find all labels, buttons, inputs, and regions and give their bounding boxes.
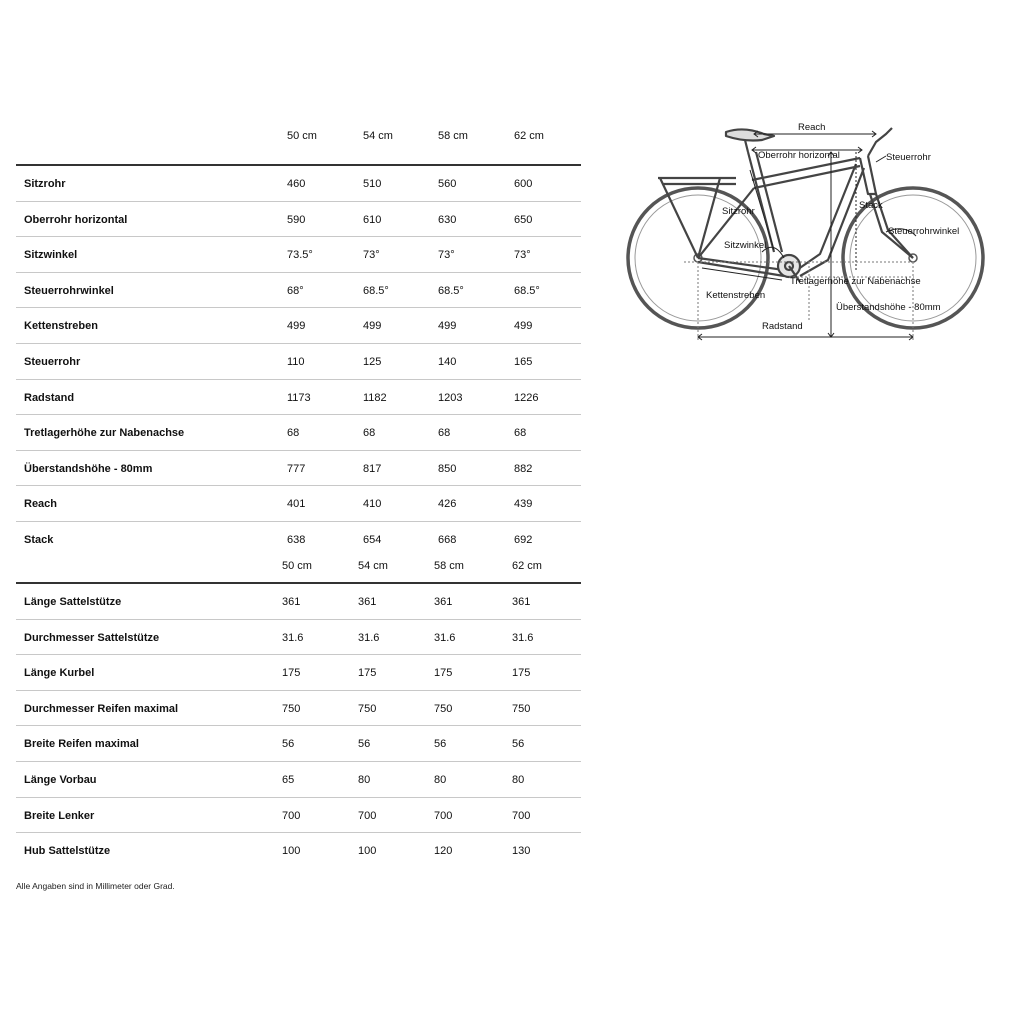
row-label: Steuerrohr — [24, 355, 81, 368]
geometry-table — [16, 130, 581, 557]
table-row — [16, 691, 581, 727]
cell-value: 668 — [438, 533, 457, 546]
cell-value: 460 — [287, 178, 306, 190]
cell-value: 73° — [438, 249, 455, 262]
cell-value: 361 — [512, 596, 531, 608]
cell-value: 499 — [287, 320, 306, 333]
column-header: 50 cm — [287, 130, 317, 142]
row-label: Sitzwinkel — [24, 249, 78, 262]
cell-value: 654 — [363, 533, 382, 546]
cell-value: 100 — [358, 845, 377, 858]
table-row — [16, 308, 581, 344]
cell-value: 130 — [512, 845, 531, 858]
table-row — [16, 655, 581, 691]
cell-value: 175 — [512, 667, 531, 680]
cell-value: 750 — [358, 702, 377, 715]
column-header: 50 cm — [282, 560, 312, 572]
row-label: Steuerrohrwinkel — [24, 284, 114, 297]
row-label: Oberrohr horizontal — [24, 213, 128, 226]
cell-value: 401 — [287, 498, 306, 511]
cell-value: 1226 — [514, 391, 539, 404]
cell-value: 750 — [282, 702, 301, 715]
cell-value: 361 — [282, 596, 301, 608]
cell-value: 777 — [287, 462, 306, 475]
label-bb-drop: Tretlagerhöhe zur Nabenachse — [790, 276, 921, 287]
table-row — [16, 522, 581, 557]
cell-value: 68° — [287, 284, 304, 297]
label-chainstays: Kettenstreben — [706, 290, 766, 301]
cell-value: 73° — [514, 249, 531, 262]
column-header: 54 cm — [363, 130, 393, 142]
column-header: 58 cm — [434, 560, 464, 572]
cell-value: 165 — [514, 355, 533, 368]
row-label: Überstandshöhe - 80mm — [24, 462, 153, 475]
cell-value: 638 — [287, 533, 306, 546]
cell-value: 510 — [363, 178, 382, 190]
row-label: Länge Vorbau — [24, 773, 97, 786]
label-reach: Reach — [798, 122, 826, 133]
table-row — [16, 798, 581, 834]
cell-value: 100 — [282, 845, 301, 858]
cell-value: 56 — [434, 738, 447, 751]
row-label: Durchmesser Sattelstütze — [24, 631, 160, 644]
cell-value: 56 — [512, 738, 525, 751]
cell-value: 73° — [363, 249, 380, 262]
column-header: 62 cm — [514, 130, 544, 142]
cell-value: 56 — [282, 738, 295, 751]
cell-value: 80 — [512, 773, 525, 786]
cell-value: 175 — [282, 667, 301, 680]
cell-value: 68 — [287, 427, 300, 440]
cell-value: 850 — [438, 462, 457, 475]
table-row — [16, 620, 581, 656]
row-label: Radstand — [24, 391, 75, 404]
table-row — [16, 273, 581, 309]
cell-value: 68 — [514, 427, 527, 440]
geometry-table-body — [16, 166, 581, 557]
cell-value: 68 — [438, 427, 451, 440]
cell-value: 700 — [282, 809, 301, 822]
label-top-tube: Oberrohr horizontal — [758, 150, 840, 161]
table-row — [16, 202, 581, 238]
cell-value: 1173 — [287, 391, 311, 404]
cell-value: 499 — [363, 320, 382, 333]
cell-value: 590 — [287, 213, 306, 226]
label-seat-angle: Sitzwinkel — [724, 240, 767, 251]
row-label: Länge Kurbel — [24, 667, 95, 680]
table-row — [16, 833, 581, 868]
cell-value: 68 — [363, 427, 376, 440]
row-label: Reach — [24, 498, 58, 511]
label-seat-tube: Sitzrohr — [722, 206, 755, 217]
table-row — [16, 344, 581, 380]
cell-value: 175 — [434, 667, 453, 680]
cell-value: 31.6 — [434, 631, 456, 644]
cell-value: 600 — [514, 178, 533, 190]
cell-value: 426 — [438, 498, 457, 511]
cell-value: 439 — [514, 498, 533, 511]
cell-value: 750 — [434, 702, 453, 715]
cell-value: 80 — [358, 773, 371, 786]
table-row — [16, 584, 581, 620]
row-label: Durchmesser Reifen maximal — [24, 702, 179, 715]
table-row — [16, 237, 581, 273]
cell-value: 120 — [434, 845, 453, 858]
cell-value: 80 — [434, 773, 447, 786]
table-row — [16, 166, 581, 202]
cell-value: 56 — [358, 738, 371, 751]
column-header: 58 cm — [438, 130, 468, 142]
footnote: Alle Angaben sind in Millimeter oder Grad. — [16, 881, 175, 891]
cell-value: 692 — [514, 533, 533, 546]
row-label: Kettenstreben — [24, 320, 98, 333]
label-wheelbase: Radstand — [762, 321, 803, 332]
cell-value: 73.5° — [287, 249, 313, 262]
row-label: Hub Sattelstütze — [24, 845, 111, 858]
cell-value: 410 — [363, 498, 382, 511]
row-label: Breite Lenker — [24, 809, 95, 822]
label-head-angle: Steuerrohrwinkel — [888, 226, 960, 237]
label-stack: Stack — [859, 200, 883, 211]
row-label: Stack — [24, 533, 54, 546]
cell-value: 68.5° — [363, 284, 389, 297]
table-row — [16, 726, 581, 762]
table-row — [16, 762, 581, 798]
row-label: Länge Sattelstütze — [24, 596, 122, 608]
cell-value: 750 — [512, 702, 531, 715]
column-header: 54 cm — [358, 560, 388, 572]
components-table-header — [16, 560, 581, 584]
table-row — [16, 380, 581, 416]
cell-value: 65 — [282, 773, 295, 786]
cell-value: 650 — [514, 213, 533, 226]
row-label: Tretlagerhöhe zur Nabenachse — [24, 427, 185, 440]
cell-value: 700 — [512, 809, 531, 822]
cell-value: 31.6 — [282, 631, 304, 644]
label-head-tube: Steuerrohr — [886, 152, 931, 163]
cell-value: 700 — [434, 809, 453, 822]
table-row — [16, 415, 581, 451]
cell-value: 31.6 — [512, 631, 534, 644]
column-header: 62 cm — [512, 560, 542, 572]
cell-value: 68.5° — [514, 284, 540, 297]
cell-value: 361 — [434, 596, 453, 608]
cell-value: 175 — [358, 667, 377, 680]
label-standover: Überstandshöhe - 80mm — [836, 302, 941, 313]
cell-value: 125 — [363, 355, 382, 368]
cell-value: 610 — [363, 213, 382, 226]
table-row — [16, 486, 581, 522]
cell-value: 31.6 — [358, 631, 380, 644]
cell-value: 560 — [438, 178, 457, 190]
cell-value: 700 — [358, 809, 377, 822]
cell-value: 499 — [438, 320, 457, 333]
row-label: Sitzrohr — [24, 178, 66, 190]
cell-value: 1182 — [363, 391, 387, 404]
cell-value: 110 — [287, 355, 305, 368]
cell-value: 361 — [358, 596, 377, 608]
bike-geometry-diagram — [624, 112, 996, 352]
row-label: Breite Reifen maximal — [24, 738, 139, 751]
cell-value: 499 — [514, 320, 533, 333]
cell-value: 68.5° — [438, 284, 464, 297]
geometry-table-header — [16, 130, 581, 166]
cell-value: 817 — [363, 462, 382, 475]
bike-geometry-svg — [624, 112, 996, 352]
components-table-body — [16, 584, 581, 868]
components-table — [16, 560, 581, 868]
cell-value: 630 — [438, 213, 457, 226]
cell-value: 1203 — [438, 391, 463, 404]
table-row — [16, 451, 581, 487]
cell-value: 140 — [438, 355, 457, 368]
cell-value: 882 — [514, 462, 533, 475]
